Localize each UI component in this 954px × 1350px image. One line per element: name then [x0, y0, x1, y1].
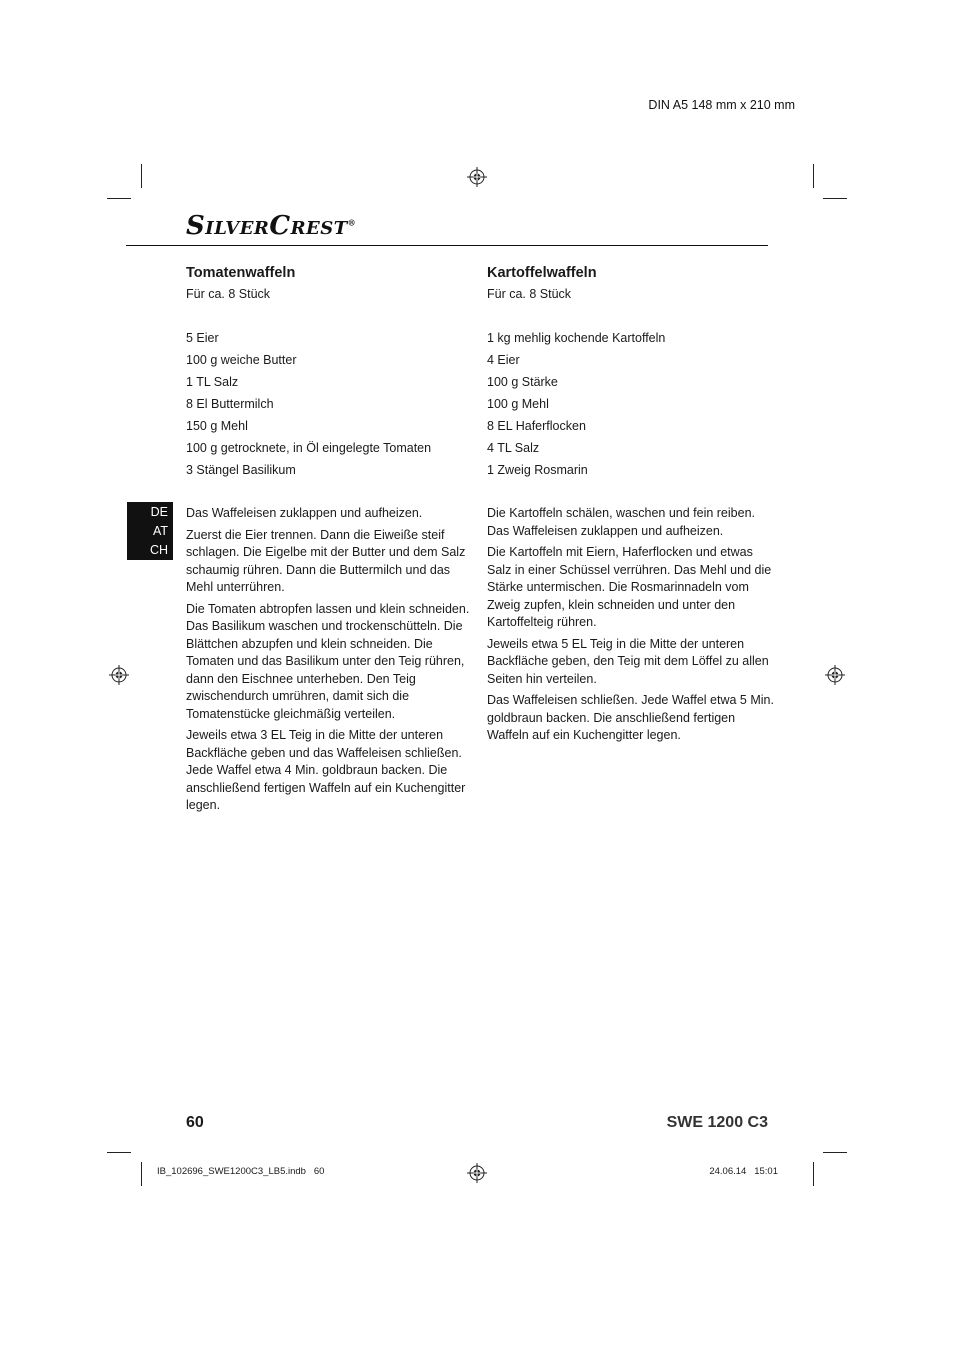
step-paragraph: Zuerst die Eier trennen. Dann die Eiweiße steif schlagen. Die Eigelbe mit der Butter und dem Salz schaumig rühren. Dann die Buttermilch und das Mehl unterrühren.: [186, 527, 466, 594]
step-paragraph: Die Tomaten abtropfen lassen und klein schneiden. Das Basilikum waschen und trockenschütteln. Die Blättchen abzupfen und klein schneiden. Die Tomaten und das Basilikum unter den Teig rühren, dann den Eischnee unterheben. Den Teig zwischendurch umrühren, damit sich die Tomatenstücke gleichmäßig verteilen.: [186, 601, 470, 721]
ingredient-item: 4 Eier: [487, 353, 520, 367]
crop-mark: [823, 198, 847, 199]
registration-mark-icon: [825, 665, 845, 685]
crop-mark: [813, 1162, 814, 1186]
ingredient-item: 100 g weiche Butter: [186, 353, 297, 367]
ingredient-item: 100 g Mehl: [487, 397, 549, 411]
ingredient-item: 1 TL Salz: [186, 375, 239, 389]
ingredient-item: 100 g Stärke: [487, 375, 558, 389]
crop-mark: [107, 198, 131, 199]
print-spec-label: DIN A5 148 mm x 210 mm: [648, 98, 795, 112]
registration-mark-icon: [467, 1163, 487, 1183]
page-number: 60: [186, 1114, 204, 1131]
ingredient-item: 1 kg mehlig kochende Kartoffeln: [487, 331, 666, 345]
step-paragraph: Die Kartoffeln schälen, waschen und fein reiben. Das Waffeleisen zuklappen und aufheizen.: [487, 506, 755, 538]
recipe-kartoffelwaffeln: [487, 264, 777, 484]
recipe-portion: Für ca. 8 Stück: [487, 287, 572, 301]
registration-mark-icon: [467, 167, 487, 187]
slug-filename: IB_102696_SWE1200C3_LB5.indb 60: [157, 1166, 325, 1177]
ingredient-item: 1 Zweig Rosmarin: [487, 463, 588, 477]
recipe-steps: [487, 505, 777, 749]
header-divider: [126, 245, 768, 246]
crop-mark: [107, 1152, 131, 1153]
ingredient-list: [487, 330, 777, 484]
ingredient-item: 100 g getrocknete, in Öl eingelegte Tomaten: [186, 441, 432, 455]
language-tab: [127, 502, 173, 560]
step-paragraph: Die Kartoffeln mit Eiern, Haferflocken und etwas Salz in einer Schüssel verrühren. Das Mehl und die Stärke untermischen. Die Rosmarinnadeln vom Zweig zupfen, klein schneiden und unter den Kartoffelteig rühren.: [487, 545, 772, 629]
language-code: CH: [149, 543, 168, 557]
recipe-portion: Für ca. 8 Stück: [186, 287, 271, 301]
language-code: AT: [152, 524, 168, 538]
recipe-steps: [186, 505, 476, 819]
ingredient-item: 3 Stängel Basilikum: [186, 463, 296, 477]
model-number: SWE 1200 C3: [666, 1114, 768, 1131]
crop-mark: [823, 1152, 847, 1153]
registration-mark-icon: [109, 665, 129, 685]
crop-mark: [141, 164, 142, 188]
recipe-title: Kartoffelwaffeln: [487, 265, 597, 281]
ingredient-item: 150 g Mehl: [186, 419, 248, 433]
ingredient-item: 4 TL Salz: [487, 441, 540, 455]
slug-timestamp: 24.06.14 15:01: [709, 1166, 778, 1177]
ingredient-item: 8 EL Haferflocken: [487, 419, 586, 433]
ingredient-item: 8 El Buttermilch: [186, 397, 274, 411]
step-paragraph: Das Waffeleisen zuklappen und aufheizen.: [186, 506, 423, 520]
crop-mark: [141, 1162, 142, 1186]
language-code: DE: [150, 505, 168, 519]
ingredient-list: [186, 330, 476, 484]
brand-logo: SILVERCREST®: [186, 211, 357, 241]
recipe-title: Tomatenwaffeln: [186, 265, 296, 281]
step-paragraph: Jeweils etwa 3 EL Teig in die Mitte der unteren Backfläche geben und das Waffeleisen schließen. Jede Waffel etwa 4 Min. goldbraun backen. Die anschließend fertigen Waffeln auf ein Kuchengitter legen.: [186, 728, 466, 812]
recipe-tomatenwaffeln: [186, 264, 476, 484]
step-paragraph: Jeweils etwa 5 EL Teig in die Mitte der unteren Backfläche geben, den Teig mit dem Löffel zu allen Seiten hin verteilen.: [487, 636, 769, 686]
crop-mark: [813, 164, 814, 188]
ingredient-item: 5 Eier: [186, 331, 219, 345]
step-paragraph: Das Waffeleisen schließen. Jede Waffel etwa 5 Min. goldbraun backen. Die anschließend fertigen Waffeln auf ein Kuchengitter legen.: [487, 693, 774, 742]
